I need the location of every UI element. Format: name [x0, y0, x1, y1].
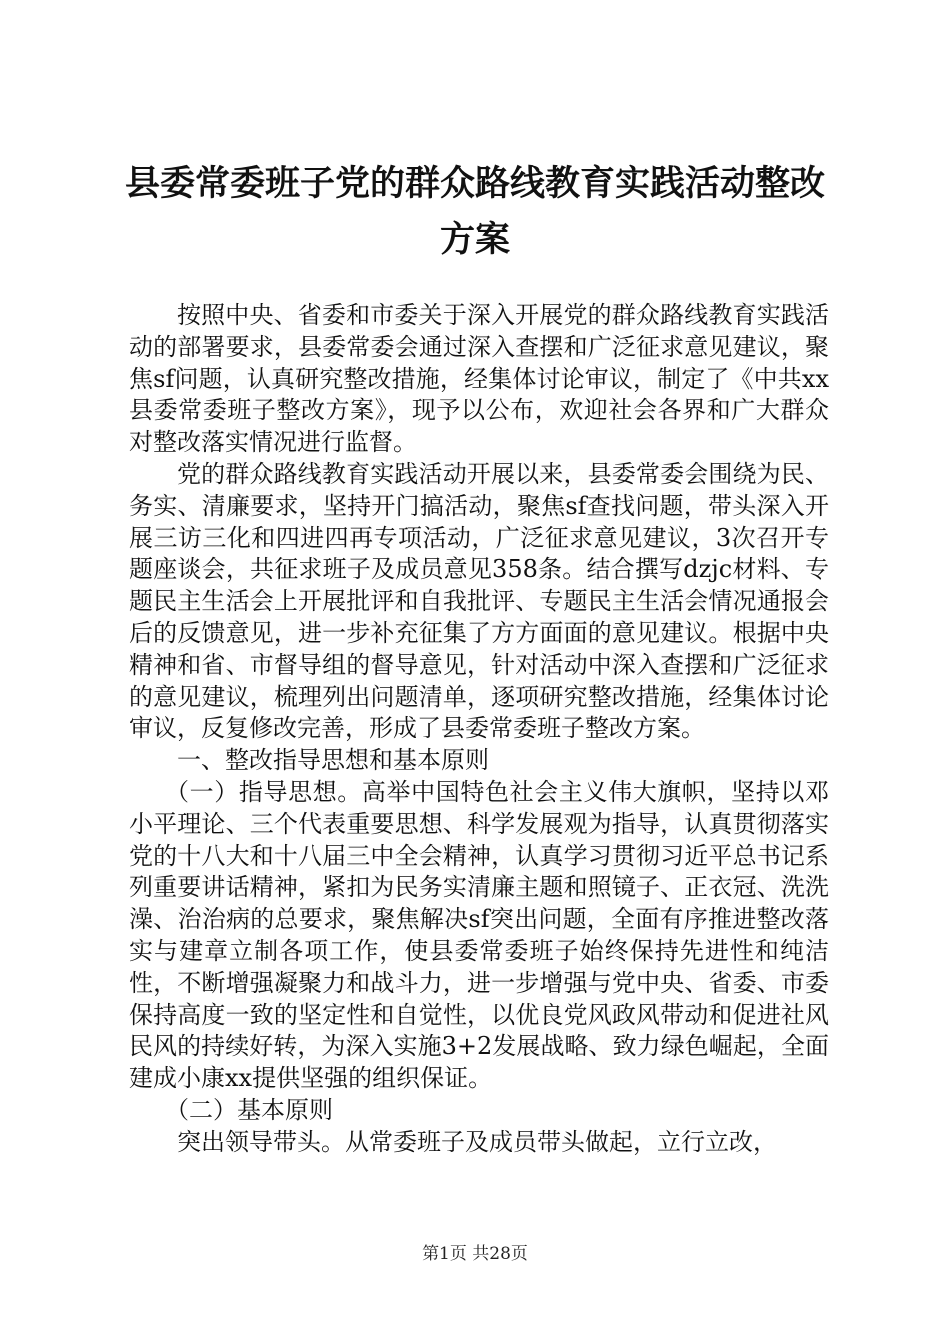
paragraph-guiding-thought: （一）指导思想。高举中国特色社会主义伟大旗帜，坚持以邓小平理论、三个代表重要思想、科学发展观为指导，认真贯彻落实党的十八大和十八届三中全会精神，认真学习贯彻习近平总书记系列重要讲话精神，紧扣为民务实清廉主题和照镜子、正衣冠、洗洗澡、治治病的总要求，聚焦解决sf突出问题，全面有序推进整改落实与建章立制各项工作，使县委常委班子始终保持先进性和纯洁性，不断增强凝聚力和战斗力，进一步增强与党中央、省委、市委保持高度一致的坚定性和自觉性，以优良党风政风带动和促进社风民风的持续好转，为深入实施3+2发展战略、致力绿色崛起，全面建成小康xx提供坚强的组织保证。 [129, 777, 829, 1093]
subsection-heading-principles: （二）基本原则 [165, 1095, 333, 1124]
document-title-line-2: 方案 [439, 220, 510, 260]
document-body [129, 300, 829, 1159]
paragraph-intro: 按照中央、省委和市委关于深入开展党的群众路线教育实践活动的部署要求，县委常委会通过深入查摆和广泛征求意见建议，聚焦sf问题，认真研究整改措施，经集体讨论审议，制定了《中共xx县委常委班子整改方案》，现予以公布，欢迎社会各界和广大群众对整改落实情况进行监督。 [129, 301, 829, 457]
paragraph-principle-1: 突出领导带头。从常委班子及成员带头做起，立行立改， [177, 1127, 777, 1156]
document-title-line-1: 县委常委班子党的群众路线教育实践活动整改 [124, 164, 825, 204]
paragraph-background: 党的群众路线教育实践活动开展以来，县委常委会围绕为民、务实、清廉要求，坚持开门搞活动，聚焦sf查找问题，带头深入开展三访三化和四进四再专项活动，广泛征求意见建议，3次召开专题座谈会，共征求班子及成员意见358条。结合撰写dzjc材料、专题民主生活会上开展批评和自我批评、专题民主生活会情况通报会后的反馈意见，进一步补充征集了方方面面的意见建议。根据中央精神和省、市督导组的督导意见，针对活动中深入查摆和广泛征求的意见建议，梳理列出问题清单，逐项研究整改措施，经集体讨论审议，反复修改完善，形成了县委常委班子整改方案。 [129, 459, 829, 743]
page-number-footer: 第1页 共28页 [422, 1244, 528, 1264]
section-heading-1: 一、整改指导思想和基本原则 [177, 746, 489, 775]
